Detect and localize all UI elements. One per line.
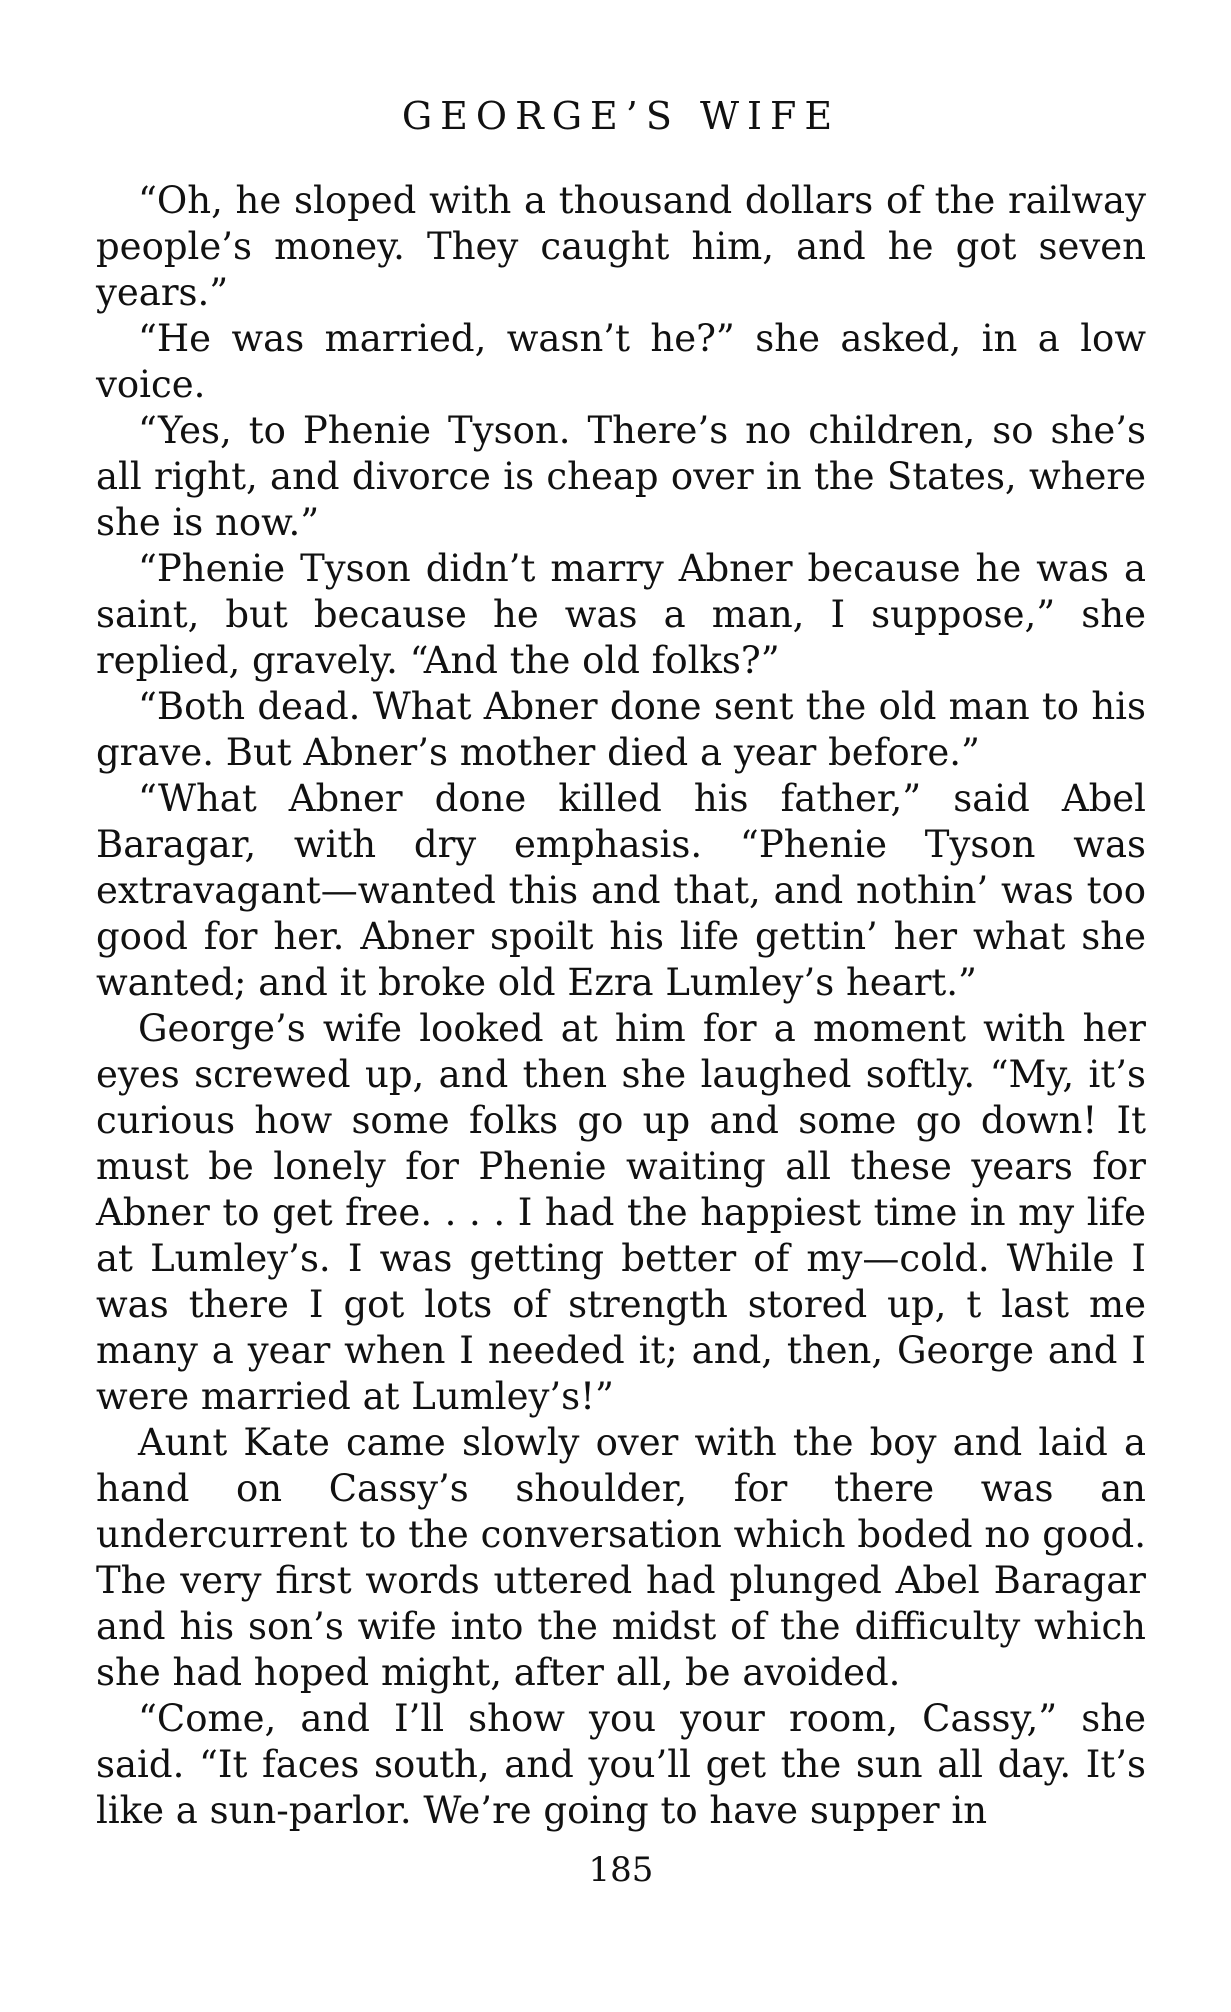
paragraph: “What Abner done killed his father,” said Abel Baragar, with dry emphasis. “Phenie Tyson was extravagant—wanted this and that, and nothin’ was too good for her. Abner spoilt his life gettin’ her what she wanted; and it broke old Ezra Lumley’s heart.”	[96, 777, 1146, 1004]
paragraph: “Oh, he sloped with a thousand dollars of the railway people’s money. They caught him, and he got seven years.”	[96, 179, 1146, 314]
body-text	[96, 178, 1146, 1834]
paragraph: Aunt Kate came slowly over with the boy and laid a hand on Cassy’s shoulder, for there was an undercurrent to the conversation which boded no good. The very first words uttered had plunged Abel Baragar and his son’s wife into the midst of the difficulty which she had hoped might, after all, be avoided.	[96, 1421, 1146, 1694]
paragraph: George’s wife looked at him for a moment with her eyes screwed up, and then she laughed softly. “My, it’s curious how some folks go up and some go down! It must be lonely for Phenie waiting all these years for Abner to get free. . . . I had the happiest time in my life at Lumley’s. I was getting better of my—cold. While I was there I got lots of strength stored up, t last me many a year when I needed it; and, then, George and I were married at Lumley’s!”	[96, 1007, 1146, 1418]
paragraph: “Both dead. What Abner done sent the old man to his grave. But Abner’s mother died a year before.”	[96, 685, 1146, 774]
paragraph: “Phenie Tyson didn’t marry Abner because he was a saint, but because he was a man, I suppose,” she replied, gravely. “And the old folks?”	[96, 547, 1146, 682]
paragraph: “Yes, to Phenie Tyson. There’s no children, so she’s all right, and divorce is cheap over in the States, where she is now.”	[96, 409, 1146, 544]
book-page	[96, 0, 1146, 2012]
page-number: 185	[588, 1850, 654, 1890]
running-title: GEORGE’S WIFE	[401, 94, 841, 138]
paragraph: “He was married, wasn’t he?” she asked, in a low voice.	[96, 317, 1146, 406]
paragraph: “Come, and I’ll show you your room, Cassy,” she said. “It faces south, and you’ll get the sun all day. It’s like a sun-parlor. We’re going to have supper in	[96, 1697, 1146, 1832]
